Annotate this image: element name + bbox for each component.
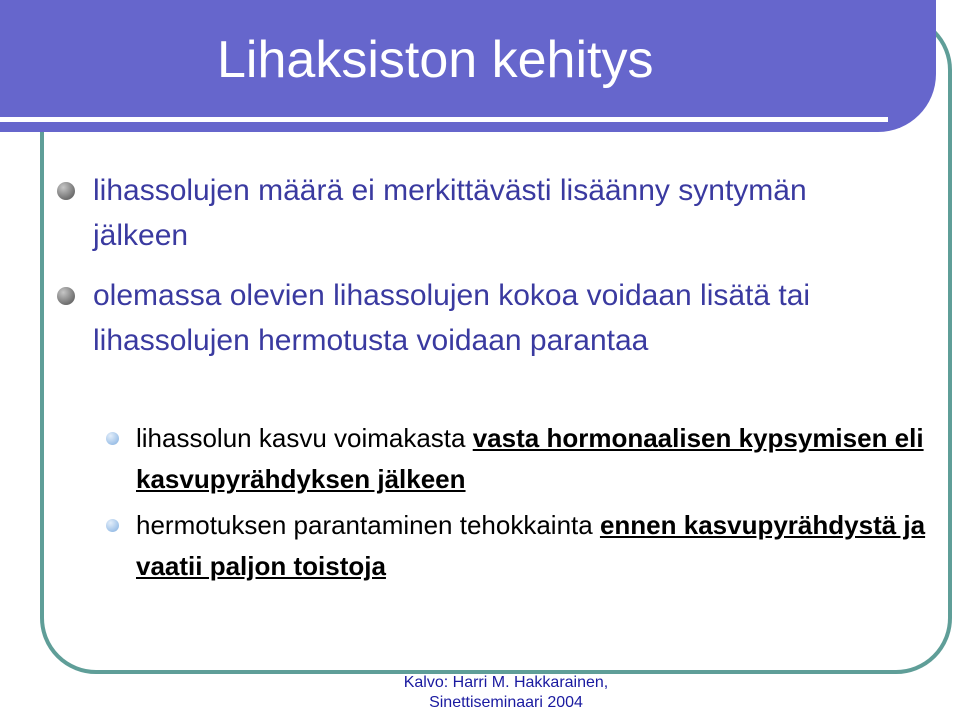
bullet-item: [93, 273, 903, 363]
slide-footer: [391, 673, 621, 713]
bullet-text: olemassa olevien lihassolujen kokoa voidaan lisätä tai lihassolujen hermotusta voidaan parantaa: [93, 279, 811, 357]
sub-bullet-text: hermotuksen parantaminen tehokkainta: [136, 510, 600, 540]
title-underline: [0, 117, 888, 122]
footer-credit: Kalvo: Harri M. Hakkarainen,: [403, 674, 609, 691]
bullet-item: [93, 168, 903, 258]
slide-title: Lihaksiston kehitys: [217, 31, 654, 89]
sub-bullet-emphasis: vasta hormonaalisen kypsymisen eli kasvupyrähdyksen jälkeen: [136, 423, 924, 494]
footer-event: Sinettiseminaari 2004: [429, 694, 583, 711]
sub-bullet-text: lihassolun kasvu voimakasta: [136, 423, 473, 453]
sub-bullet-emphasis: ennen kasvupyrähdystä ja vaatii paljon toistoja: [136, 510, 926, 581]
title-bar: [0, 0, 936, 132]
sub-bullet-item: [136, 505, 926, 587]
sub-bullet-item: [136, 418, 926, 500]
bullet-text: lihassolujen määrä ei merkittävästi lisäänny syntymän jälkeen: [93, 174, 807, 252]
